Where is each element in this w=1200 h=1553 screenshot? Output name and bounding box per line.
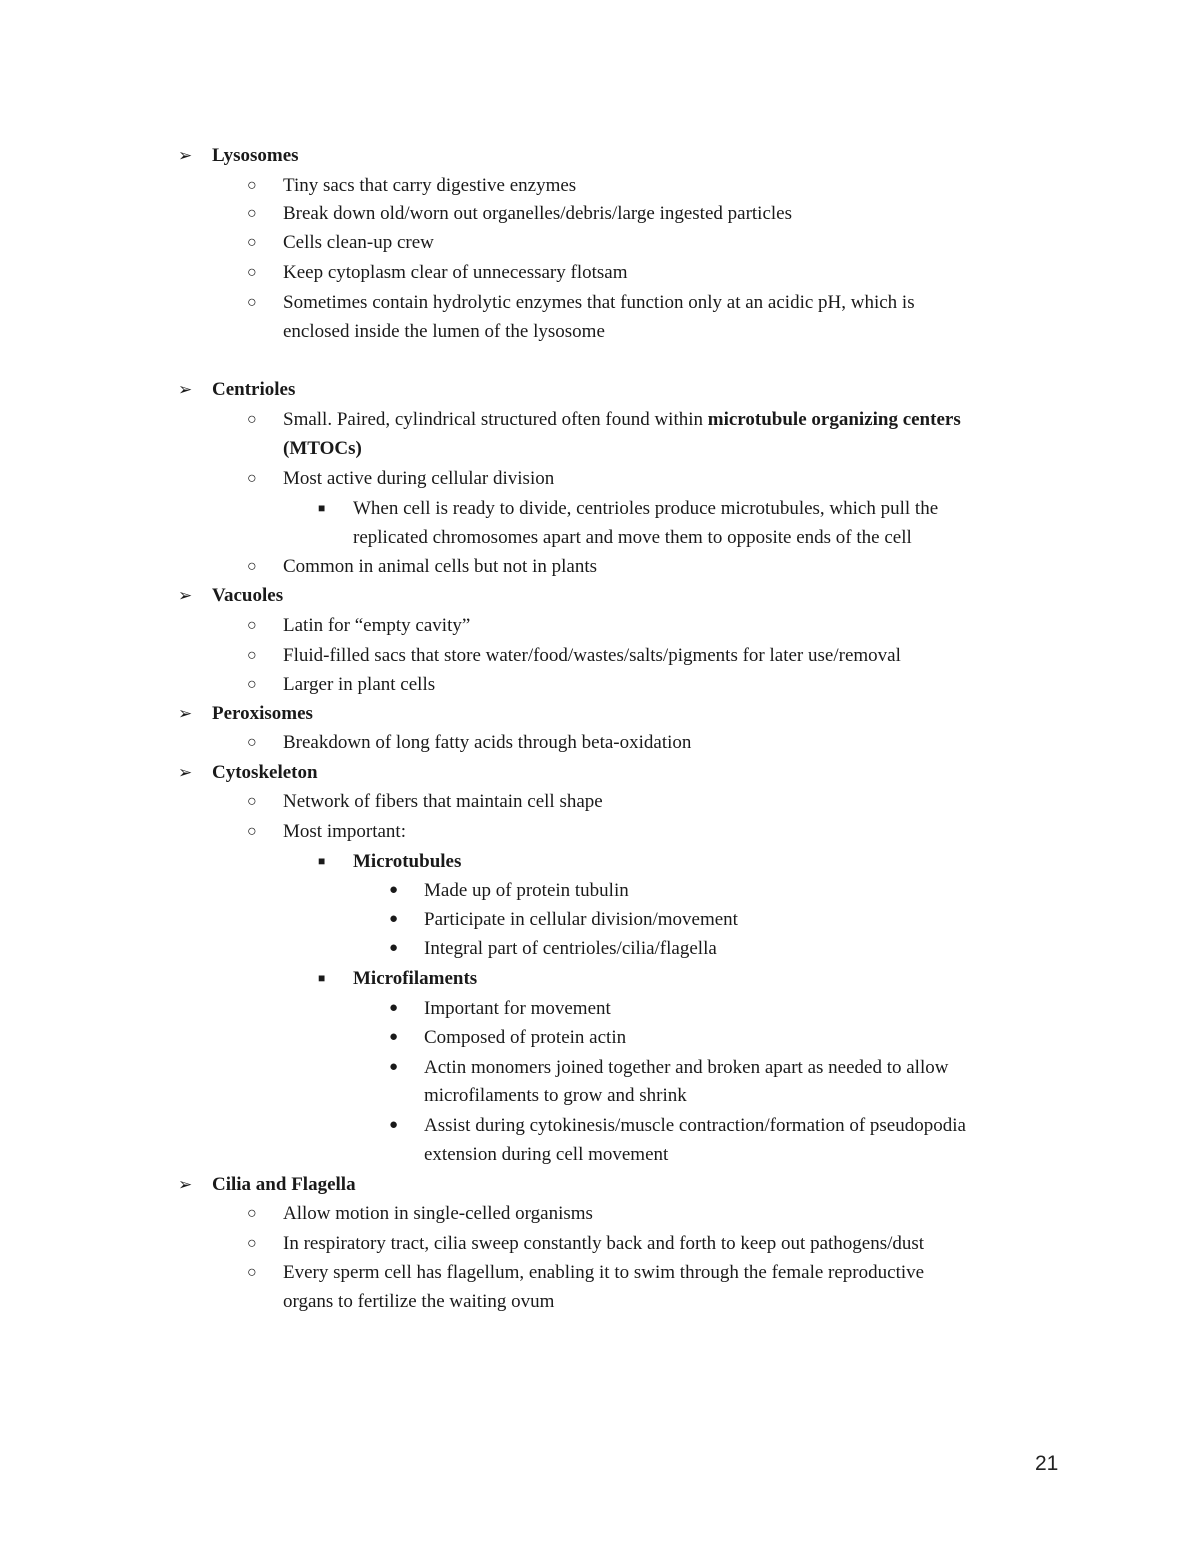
sub-sub-list-item: Participate in cellular division/movement [424,909,738,930]
dot-bullet-icon: ● [389,1059,399,1075]
dot-bullet-icon: ● [389,1029,399,1045]
ring-bullet-icon: ○ [247,734,257,751]
ring-bullet-icon: ○ [247,470,257,487]
list-item [283,405,961,434]
list-item: Keep cytoplasm clear of unnecessary flotsam [283,262,628,283]
list-item: Network of fibers that maintain cell shape [283,791,603,812]
list-item-text: Small. Paired, cylindrical structured often found within [283,409,708,430]
ring-bullet-icon: ○ [247,647,257,664]
ring-bullet-icon: ○ [247,1235,257,1252]
sub-list-item: When cell is ready to divide, centrioles produce microtubules, which pull the [353,498,939,519]
bold-term-continuation: (MTOCs) [283,438,362,459]
list-item: Breakdown of long fatty acids through beta-oxidation [283,732,692,753]
list-item-continuation: enclosed inside the lumen of the lysosome [283,321,605,342]
arrow-bullet-icon: ➢ [178,380,193,399]
list-item: Larger in plant cells [283,674,436,695]
ring-bullet-icon: ○ [247,823,257,840]
square-bullet-icon: ■ [318,501,326,515]
bold-term: microtubule organizing centers [707,409,961,430]
list-item: Allow motion in single-celled organisms [283,1203,593,1224]
sub-sub-list-item-continuation: microfilaments to grow and shrink [424,1085,687,1106]
sub-sub-list-item: Composed of protein actin [424,1027,627,1048]
list-item: Cells clean-up crew [283,232,434,253]
section-heading-cytoskeleton: Cytoskeleton [212,762,318,783]
dot-bullet-icon: ● [389,940,399,956]
sub-sub-list-item: Made up of protein tubulin [424,880,629,901]
dot-bullet-icon: ● [389,1000,399,1016]
ring-bullet-icon: ○ [247,294,257,311]
arrow-bullet-icon: ➢ [178,704,193,723]
list-item: Most important: [283,821,406,842]
square-bullet-icon: ■ [318,971,326,985]
list-item: Latin for “empty cavity” [283,615,471,636]
sub-list-item-continuation: replicated chromosomes apart and move them to opposite ends of the cell [353,527,912,548]
list-item: Most active during cellular division [283,468,555,489]
page-number: 21 [1035,1452,1059,1475]
ring-bullet-icon: ○ [247,617,257,634]
list-item-continuation: organs to fertilize the waiting ovum [283,1291,555,1312]
section-heading-cilia-flagella: Cilia and Flagella [212,1174,356,1195]
sub-sub-list-item: Important for movement [424,998,611,1019]
list-item: Break down old/worn out organelles/debris/large ingested particles [283,203,793,224]
ring-bullet-icon: ○ [247,264,257,281]
list-item: Tiny sacs that carry digestive enzymes [283,175,577,196]
ring-bullet-icon: ○ [247,1264,257,1281]
sub-sub-list-item-continuation: extension during cell movement [424,1144,669,1165]
dot-bullet-icon: ● [389,911,399,927]
sub-heading-microtubules: Microtubules [353,851,462,872]
ring-bullet-icon: ○ [247,205,257,222]
section-heading-vacuoles: Vacuoles [212,585,284,606]
arrow-bullet-icon: ➢ [178,586,193,605]
list-item: Sometimes contain hydrolytic enzymes that function only at an acidic pH, which is [283,292,915,313]
list-item: Fluid-filled sacs that store water/food/wastes/salts/pigments for later use/removal [283,645,901,666]
sub-heading-microfilaments: Microfilaments [353,968,478,989]
sub-sub-list-item: Assist during cytokinesis/muscle contraction/formation of pseudopodia [424,1115,966,1136]
list-item: Every sperm cell has flagellum, enabling it to swim through the female reproductive [283,1262,925,1283]
arrow-bullet-icon: ➢ [178,146,193,165]
sub-sub-list-item: Actin monomers joined together and broken apart as needed to allow [424,1057,949,1078]
section-heading-centrioles: Centrioles [212,379,296,400]
section-heading-peroxisomes: Peroxisomes [212,703,313,724]
section-heading-lysosomes: Lysosomes [212,145,299,166]
ring-bullet-icon: ○ [247,177,257,194]
arrow-bullet-icon: ➢ [178,763,193,782]
ring-bullet-icon: ○ [247,793,257,810]
ring-bullet-icon: ○ [247,234,257,251]
ring-bullet-icon: ○ [247,676,257,693]
dot-bullet-icon: ● [389,882,399,898]
list-item: Common in animal cells but not in plants [283,556,598,577]
sub-sub-list-item: Integral part of centrioles/cilia/flagella [424,938,717,959]
ring-bullet-icon: ○ [247,411,257,428]
square-bullet-icon: ■ [318,854,326,868]
arrow-bullet-icon: ➢ [178,1175,193,1194]
list-item: In respiratory tract, cilia sweep constantly back and forth to keep out pathogens/dust [283,1233,925,1254]
dot-bullet-icon: ● [389,1117,399,1133]
ring-bullet-icon: ○ [247,1205,257,1222]
ring-bullet-icon: ○ [247,558,257,575]
